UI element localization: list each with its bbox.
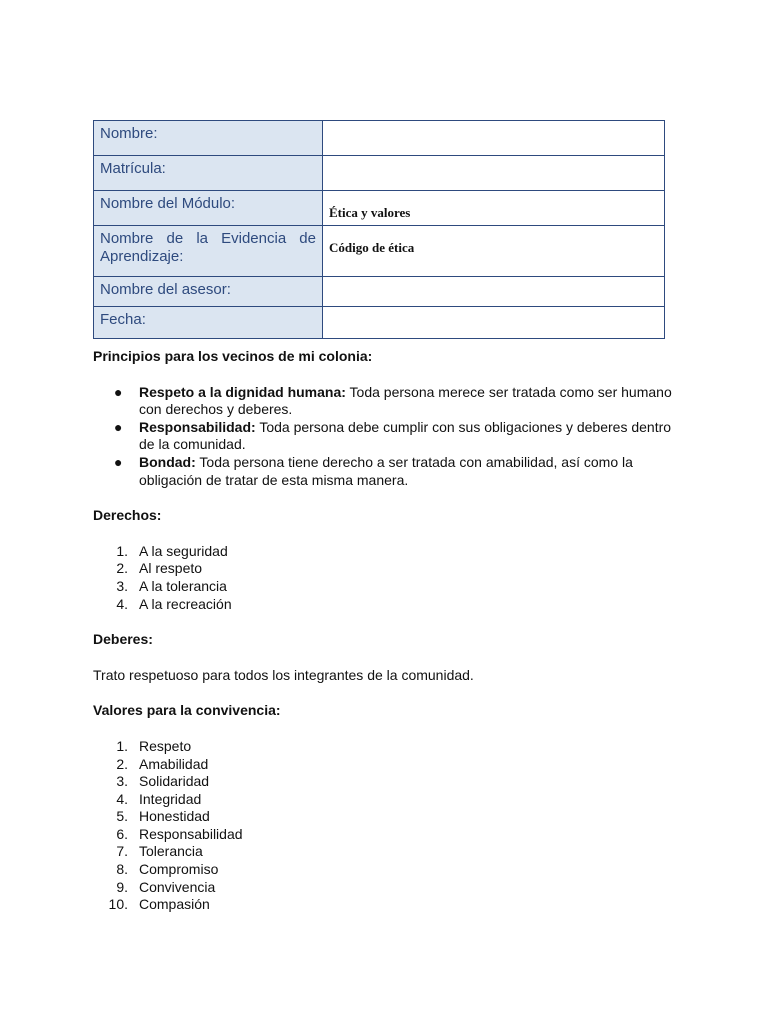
list-item (93, 578, 673, 596)
list-text: A la tolerancia (139, 577, 227, 594)
list-item (93, 773, 673, 791)
list-item (93, 384, 673, 419)
nombre-label: Nombre: (94, 121, 323, 156)
fecha-value (323, 307, 665, 339)
list-item (93, 879, 673, 897)
principio-text: Toda persona merece ser tratada como ser humano con derechos y deberes. (139, 383, 672, 418)
table-row (94, 277, 665, 307)
list-item (93, 419, 673, 454)
list-text: Amabilidad (139, 755, 209, 772)
derechos-list (93, 543, 673, 613)
list-text: Honestidad (139, 808, 210, 825)
list-item (93, 738, 673, 756)
info-table (93, 120, 665, 339)
list-item (93, 454, 673, 489)
table-row (94, 307, 665, 339)
list-number: 3. (116, 773, 128, 790)
table-row (94, 226, 665, 277)
principio-term: Bondad: (139, 453, 196, 470)
list-item (93, 826, 673, 844)
list-text: Respeto (139, 737, 192, 754)
derechos-heading: Derechos: (93, 507, 162, 524)
modulo-value: Ética y valores (323, 191, 665, 226)
principio-text: Toda persona tiene derecho a ser tratada con amabilidad, así como la obligación de tratar de esta misma manera. (139, 453, 633, 488)
list-number: 5. (116, 808, 128, 825)
document-body (93, 348, 673, 914)
fecha-label: Fecha: (94, 307, 323, 339)
list-number: 2. (116, 560, 128, 577)
evidencia-value: Código de ética (323, 226, 665, 277)
list-text: Compasión (139, 896, 210, 913)
list-number: 4. (116, 790, 128, 807)
principio-term: Responsabilidad: (139, 418, 256, 435)
modulo-label: Nombre del Módulo: (94, 191, 323, 226)
table-row (94, 156, 665, 191)
list-text: Compromiso (139, 861, 219, 878)
list-text: Tolerancia (139, 843, 203, 860)
list-item (93, 808, 673, 826)
list-number: 2. (116, 755, 128, 772)
list-item (93, 560, 673, 578)
list-item (93, 543, 673, 561)
list-text: Convivencia (139, 878, 216, 895)
valores-list (93, 738, 673, 914)
list-item (93, 756, 673, 774)
bullet-icon: ● (114, 453, 123, 470)
list-text: Al respeto (139, 560, 203, 577)
list-text: Integridad (139, 790, 202, 807)
deberes-text: Trato respetuoso para todos los integrantes de la comunidad. (93, 666, 474, 683)
valores-heading: Valores para la convivencia: (93, 702, 281, 719)
list-number: 8. (116, 861, 128, 878)
matricula-label: Matrícula: (94, 156, 323, 191)
list-number: 9. (116, 878, 128, 895)
principios-list (93, 384, 673, 490)
asesor-value (323, 277, 665, 307)
list-text: A la seguridad (139, 542, 228, 559)
list-number: 1. (116, 737, 128, 754)
list-number: 6. (116, 825, 128, 842)
list-item (93, 896, 673, 914)
principios-heading: Principios para los vecinos de mi colonia: (93, 348, 373, 364)
list-number: 3. (116, 577, 128, 594)
principio-term: Respeto a la dignidad humana: (139, 383, 346, 400)
bullet-icon: ● (114, 418, 123, 435)
deberes-heading: Deberes: (93, 631, 153, 648)
list-item (93, 596, 673, 614)
list-number: 4. (116, 595, 128, 612)
list-number: 1. (116, 542, 128, 559)
list-text: Solidaridad (139, 773, 210, 790)
nombre-value (323, 121, 665, 156)
list-text: Responsabilidad (139, 825, 243, 842)
list-item (93, 843, 673, 861)
list-number: 10. (108, 896, 128, 913)
list-text: A la recreación (139, 595, 232, 612)
matricula-value (323, 156, 665, 191)
principio-text: Toda persona debe cumplir con sus obligaciones y deberes dentro de la comunidad. (139, 418, 672, 453)
bullet-icon: ● (114, 383, 123, 400)
list-number: 7. (116, 843, 128, 860)
evidencia-label: Nombre de la Evidencia de Aprendizaje: (94, 226, 323, 277)
asesor-label: Nombre del asesor: (94, 277, 323, 307)
table-row (94, 191, 665, 226)
table-row (94, 121, 665, 156)
list-item (93, 861, 673, 879)
list-item (93, 791, 673, 809)
